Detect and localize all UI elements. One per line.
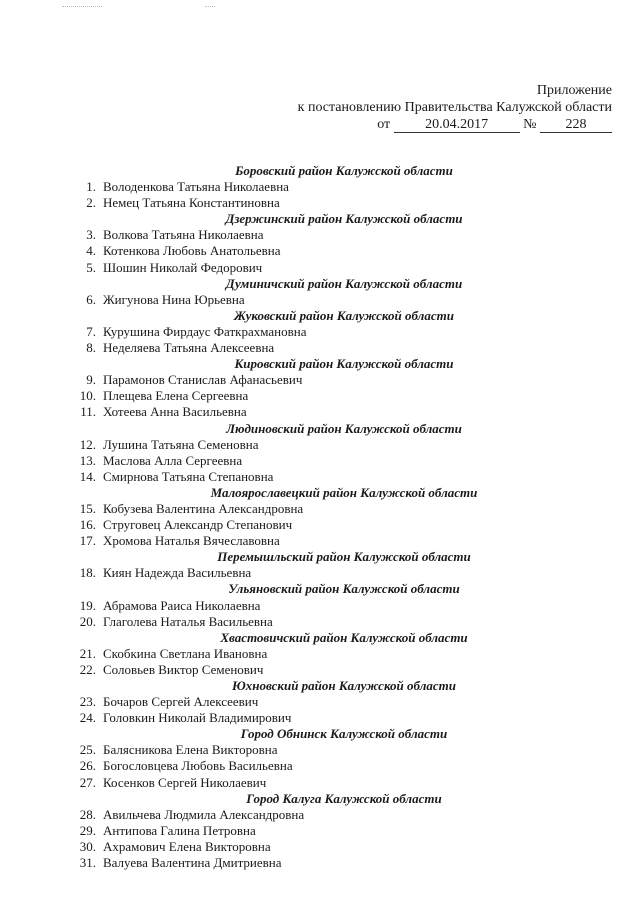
item-number: 25. xyxy=(79,742,96,758)
list-item xyxy=(66,839,586,855)
person-name: Кобузева Валентина Александровна xyxy=(103,500,304,516)
person-name: Волкова Татьяна Николаевна xyxy=(103,227,264,243)
person-name: Жигунова Нина Юрьевна xyxy=(103,291,245,307)
item-number: 31. xyxy=(79,855,96,871)
person-name: Парамонов Станислав Афанасьевич xyxy=(103,372,303,388)
list-item xyxy=(66,662,586,678)
list-item xyxy=(66,565,586,581)
item-number: 15. xyxy=(79,500,96,516)
district-heading: Думиничский район Калужской области xyxy=(225,275,463,291)
list-item xyxy=(66,437,586,453)
item-number: 19. xyxy=(79,597,96,613)
item-number: 29. xyxy=(79,822,96,838)
item-number: 8. xyxy=(86,340,96,356)
person-name: Головкин Николай Владимирович xyxy=(103,710,292,726)
item-number: 9. xyxy=(86,372,96,388)
item-number: 13. xyxy=(79,452,96,468)
person-name: Лушина Татьяна Семеновна xyxy=(103,436,259,452)
list-item xyxy=(66,742,586,758)
item-number: 1. xyxy=(86,179,96,195)
header-appendix-label: Приложение xyxy=(536,83,612,98)
item-number: 24. xyxy=(79,710,96,726)
list-item xyxy=(66,807,586,823)
header-from-label: от xyxy=(377,117,391,132)
item-number: 2. xyxy=(86,195,96,211)
person-name: Бочаров Сергей Алексеевич xyxy=(103,694,259,710)
person-name: Абрамова Раиса Николаевна xyxy=(103,597,261,613)
person-name: Валуева Валентина Дмитриевна xyxy=(103,855,282,871)
item-number: 17. xyxy=(79,533,96,549)
district-heading: Малоярославецкий район Калужской области xyxy=(210,484,478,500)
list-item xyxy=(66,758,586,774)
person-name: Балясникова Елена Викторовна xyxy=(103,742,278,758)
person-name: Хромова Наталья Вячеславовна xyxy=(103,533,280,549)
list-item xyxy=(66,260,586,276)
list-item xyxy=(66,501,586,517)
item-number: 20. xyxy=(79,613,96,629)
person-name: Богословцева Любовь Васильевна xyxy=(103,758,293,774)
list-item xyxy=(66,324,586,340)
item-number: 26. xyxy=(79,758,96,774)
list-item xyxy=(66,195,586,211)
list-item xyxy=(66,517,586,533)
item-number: 28. xyxy=(79,806,96,822)
person-name: Володенкова Татьяна Николаевна xyxy=(103,179,289,195)
list-item xyxy=(66,598,586,614)
list-item xyxy=(66,710,586,726)
person-name: Ахрамович Елена Викторовна xyxy=(103,838,271,854)
district-heading: Кировский район Калужской области xyxy=(234,356,454,372)
list-item xyxy=(66,243,586,259)
person-name: Шошин Николай Федорович xyxy=(103,259,263,275)
person-name: Глаголева Наталья Васильевна xyxy=(103,613,273,629)
list-item xyxy=(66,469,586,485)
district-heading: Ульяновский район Калужской области xyxy=(228,581,460,597)
person-name: Хотеева Анна Васильевна xyxy=(103,404,247,420)
district-heading: Юхновский район Калужской области xyxy=(232,678,456,693)
list-item xyxy=(66,855,586,871)
item-number: 12. xyxy=(79,436,96,452)
person-name: Киян Надежда Васильевна xyxy=(103,565,252,581)
district-heading: Город Обнинск Калужской области xyxy=(240,726,448,742)
header-date: 20.04.2017 xyxy=(394,118,520,133)
person-name: Смирнова Татьяна Степановна xyxy=(103,468,274,484)
person-name: Авильчева Людмила Александровна xyxy=(103,806,305,822)
list-item xyxy=(66,453,586,469)
person-name: Антипова Галина Петровна xyxy=(103,822,256,838)
district-heading: Город Калуга Калужской области xyxy=(246,790,442,806)
person-name: Курушина Фирдаус Фаткрахмановна xyxy=(103,323,307,339)
list-item xyxy=(66,179,586,195)
person-name: Соловьев Виктор Семенович xyxy=(103,661,264,677)
list-item xyxy=(66,646,586,662)
list-item xyxy=(66,614,586,630)
person-name: Плещева Елена Сергеевна xyxy=(103,388,249,404)
item-number: 3. xyxy=(86,227,96,243)
list-item xyxy=(66,533,586,549)
scan-artifact xyxy=(205,6,215,11)
list-item xyxy=(66,292,586,308)
item-number: 21. xyxy=(79,645,96,661)
person-name: Маслова Алла Сергеевна xyxy=(103,452,243,468)
item-number: 30. xyxy=(79,838,96,854)
item-number: 14. xyxy=(79,468,96,484)
district-heading: Боровский район Калужской области xyxy=(235,163,453,178)
item-number: 23. xyxy=(79,694,96,710)
header-date-number-line xyxy=(298,116,612,133)
district-heading: Людиновский район Калужской области xyxy=(226,420,462,436)
person-name: Скобкина Светлана Ивановна xyxy=(103,645,268,661)
list-item xyxy=(66,823,586,839)
header-number: 228 xyxy=(540,118,612,133)
list-item xyxy=(66,372,586,388)
district-heading: Жуковский район Калужской области xyxy=(234,307,454,323)
header-number-label: № xyxy=(523,117,537,132)
document-header xyxy=(298,82,612,133)
item-number: 5. xyxy=(86,259,96,275)
person-name: Струговец Александр Степанович xyxy=(103,517,293,533)
person-name: Немец Татьяна Константиновна xyxy=(103,195,280,211)
district-person-list xyxy=(66,163,586,871)
header-resolution-line: к постановлению Правительства Калужской области xyxy=(297,100,612,115)
item-number: 22. xyxy=(79,661,96,677)
person-name: Косенков Сергей Николаевич xyxy=(103,774,267,790)
list-item xyxy=(66,775,586,791)
district-heading: Хвастовичский район Калужской области xyxy=(220,629,468,645)
item-number: 18. xyxy=(79,565,96,581)
list-item xyxy=(66,227,586,243)
list-item xyxy=(66,388,586,404)
district-heading: Дзержинский район Калужской области xyxy=(225,211,463,227)
item-number: 7. xyxy=(86,323,96,339)
person-name: Котенкова Любовь Анатольевна xyxy=(103,243,281,259)
person-name: Неделяева Татьяна Алексеевна xyxy=(103,340,275,356)
list-item xyxy=(66,340,586,356)
district-heading: Перемышльский район Калужской области xyxy=(217,549,471,565)
item-number: 6. xyxy=(86,291,96,307)
list-item xyxy=(66,404,586,420)
item-number: 27. xyxy=(79,774,96,790)
list-item xyxy=(66,694,586,710)
item-number: 4. xyxy=(86,243,96,259)
item-number: 10. xyxy=(79,388,96,404)
item-number: 16. xyxy=(79,517,96,533)
scan-artifact xyxy=(62,6,102,11)
item-number: 11. xyxy=(80,404,96,420)
